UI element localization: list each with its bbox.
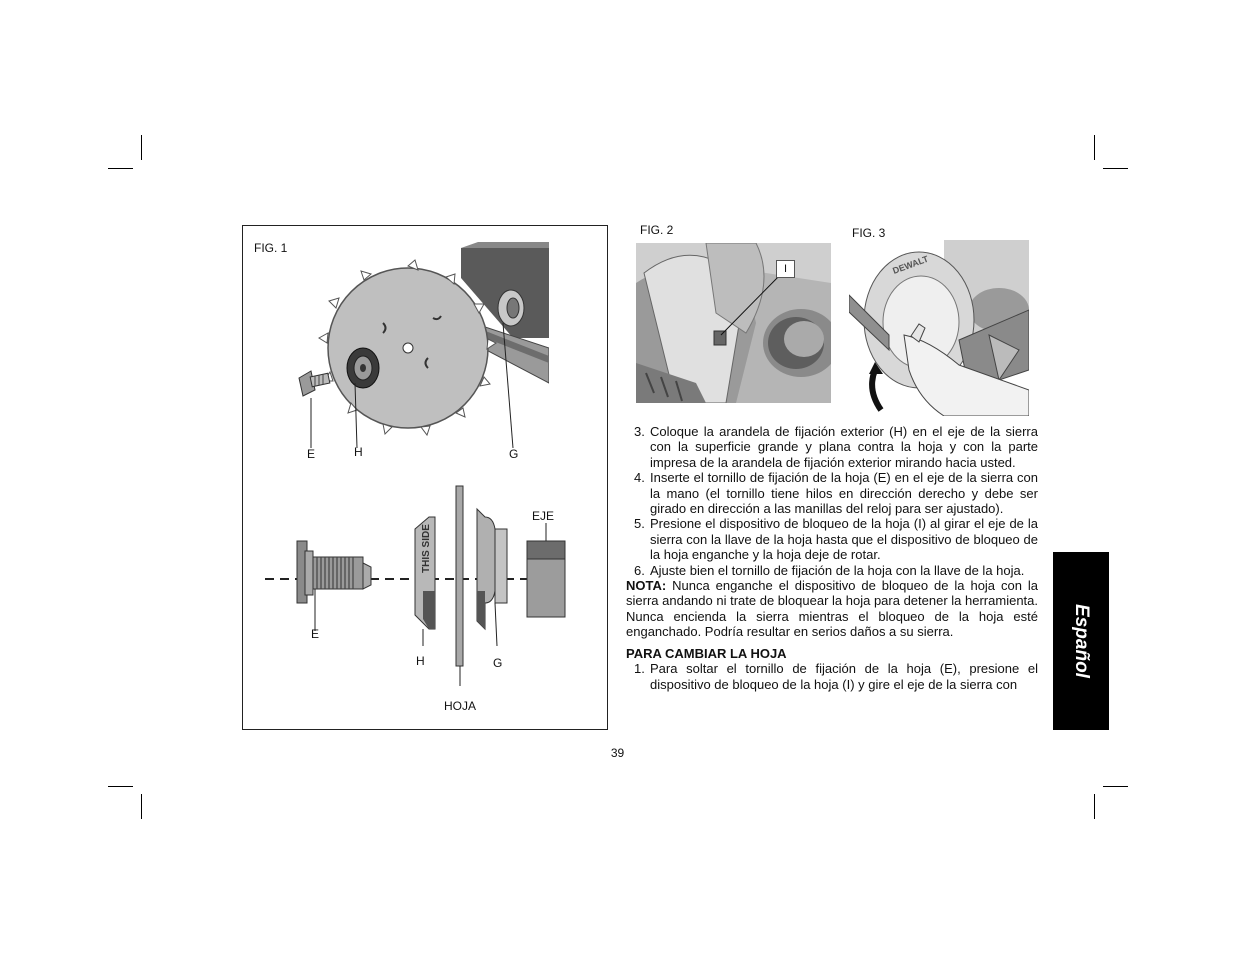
note-paragraph	[626, 578, 1038, 640]
figure-1-title: FIG. 1	[254, 241, 288, 255]
section-steps-list	[626, 661, 1038, 692]
figure-2-title: FIG. 2	[640, 223, 674, 237]
step-item: 4. Inserte el tornillo de fijación de la hoja (E) en el eje de la sierra con la mano (el tornillo tiene hilos en dirección derecho y debe ser girado en dirección a las manillas del reloj para ser ajustado).	[634, 470, 1038, 517]
crop-mark	[1103, 168, 1128, 169]
label-g-top: G	[509, 447, 519, 461]
step-item: 6. Ajuste bien el tornillo de fijación de la hoja con la llave de la hoja.	[634, 562, 1025, 578]
steps-list	[626, 424, 1038, 578]
note-label: NOTA:	[626, 578, 667, 594]
label-hoja: HOJA	[444, 699, 477, 713]
label-h-top: H	[354, 445, 363, 459]
crop-mark	[1103, 786, 1128, 787]
crop-mark	[141, 794, 142, 819]
label-g-bottom: G	[493, 656, 503, 670]
section-heading: PARA CAMBIAR LA HOJA	[626, 645, 787, 661]
crop-mark	[108, 786, 133, 787]
label-e-top: E	[307, 447, 316, 461]
language-tab-label: Español	[1071, 604, 1092, 678]
label-e-bottom: E	[311, 627, 320, 641]
figure-1	[242, 225, 608, 730]
crop-mark	[108, 168, 133, 169]
washer-print: THIS SIDE	[421, 524, 432, 573]
step-item: 5. Presione el dispositivo de bloqueo de la hoja (I) al girar el eje de la sierra con la llave de la hoja hasta que el dispositivo de bloqueo de la hoja enganche y la hoja deje de rotar.	[634, 516, 1038, 563]
step-item: 1. Para soltar el tornillo de fijación de la hoja (E), presione el dispositivo de bloqueo de la hoja (I) y gire el eje de la sierra con	[634, 661, 1038, 692]
label-h-bottom: H	[416, 654, 425, 668]
figure-3-title: FIG. 3	[852, 226, 886, 240]
crop-mark	[1094, 794, 1095, 819]
crop-mark	[141, 135, 142, 160]
fig3-brand: DEWALT	[891, 253, 930, 276]
fig2-label-i-box	[776, 260, 795, 278]
blade-clamp-screw	[299, 371, 330, 396]
blade-exploded-illustration	[293, 238, 549, 458]
figure-3-photo	[849, 240, 1029, 416]
crop-mark	[1094, 135, 1095, 160]
note-text: Nunca enganche el dispositivo de bloqueo de la hoja con la sierra andando ni trate de bloquear la hoja para detener la herramienta. Nunca encienda la sierra mientras el bloqueo de la hoja esté enganchado. Podría resultar en serios daños a su sierra.	[626, 578, 1038, 640]
step-item: 3. Coloque la arandela de fijación exterior (H) en el eje de la sierra con la superficie grande y plana contra la hoja y con la parte impresa de la arandela de fijación exterior mirando hacia usted.	[634, 424, 1038, 470]
language-tab	[1053, 552, 1109, 730]
label-eje: EJE	[532, 509, 555, 523]
page-number: 39	[610, 746, 625, 760]
fig2-label-i: I	[783, 263, 788, 275]
figure-2-photo	[636, 243, 831, 403]
instructions-column	[626, 424, 1038, 692]
